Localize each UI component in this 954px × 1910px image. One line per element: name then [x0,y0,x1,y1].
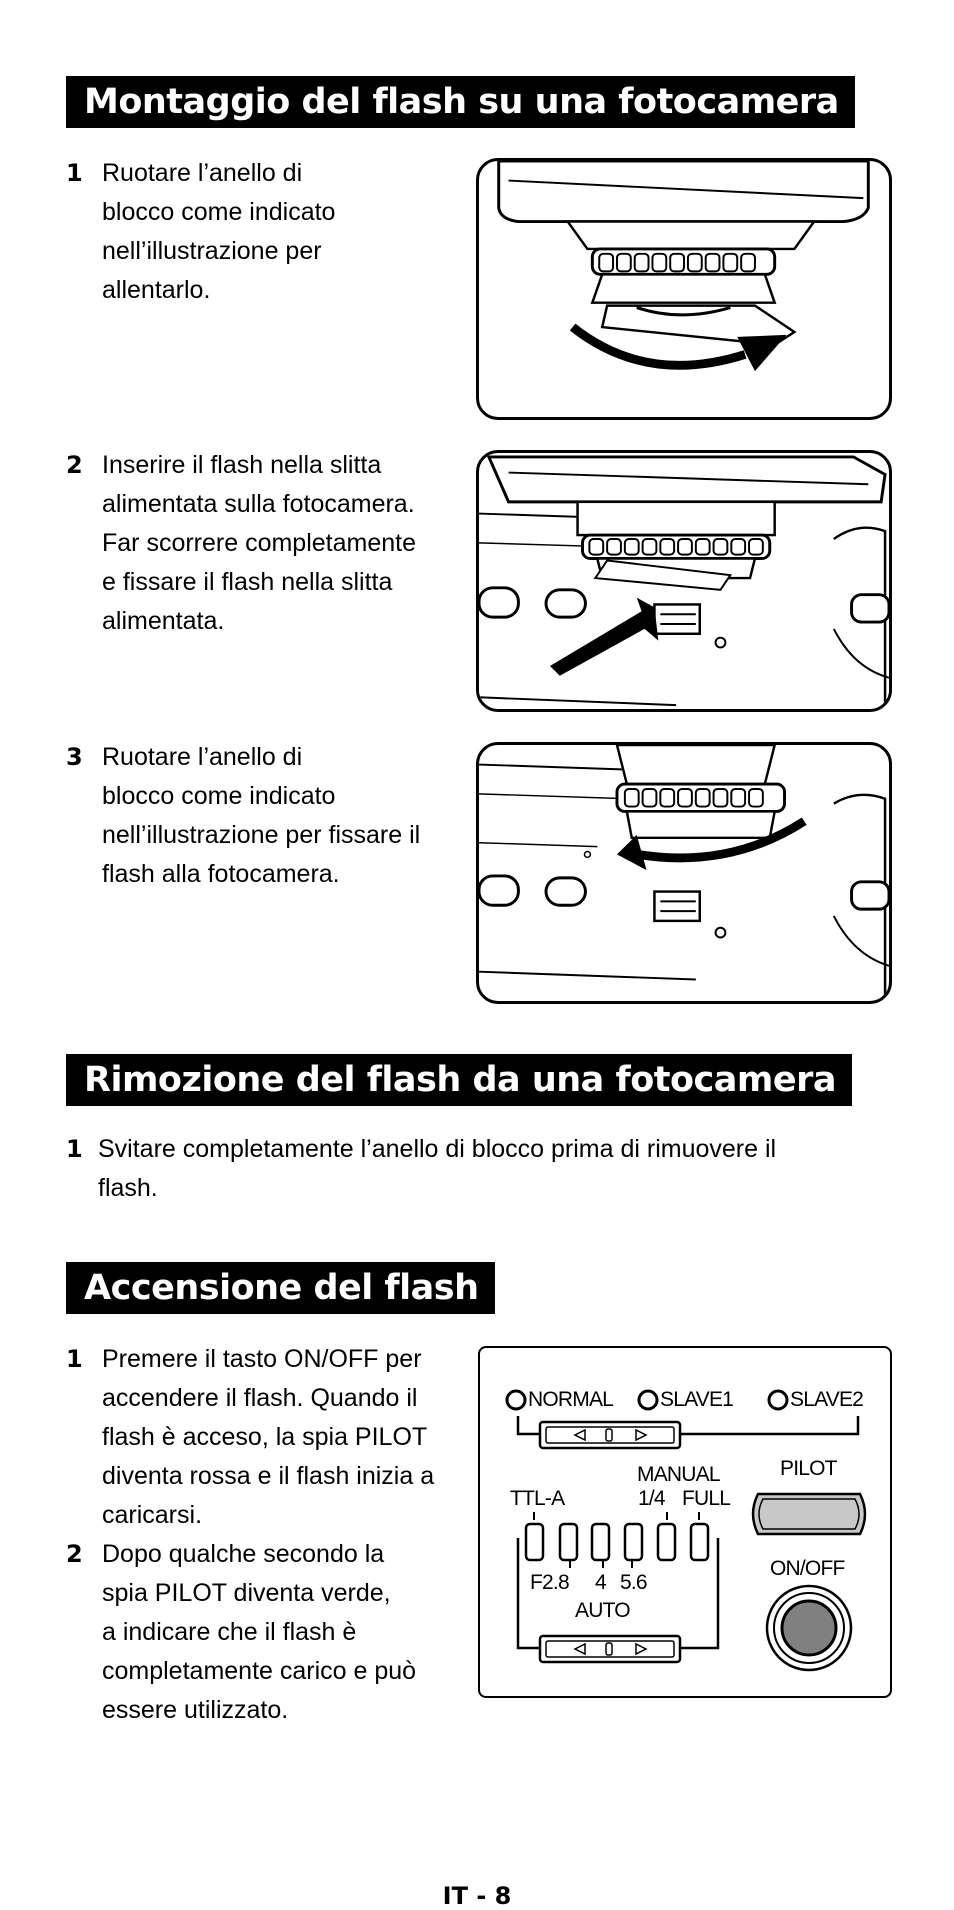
ttl-a-label: TTL-A [510,1487,565,1510]
aperture-56-label: 5.6 [620,1571,647,1594]
step-number: 1 [66,1345,83,1373]
step-number: 2 [66,451,83,479]
tighten-ring-illustration [476,742,892,1004]
step-number: 1 [66,1135,83,1163]
normal-indicator-icon [507,1391,525,1409]
mode-slider[interactable] [540,1422,680,1448]
section-heading-power-on: Accensione del flash [66,1262,495,1314]
aperture-4-label: 4 [595,1571,606,1594]
step-text: Ruotare l’anello di blocco come indicato nell’illustrazione per fissare il flash alla fotocamera. [102,743,421,888]
slave1-label: SLAVE1 [660,1388,734,1411]
step-text: Svitare completamente l’anello di blocco prima di rimuovere il flash. [98,1135,777,1202]
step-text: Dopo qualche secondo la spia PILOT diventa verde, a indicare che il flash è completamente carico e può essere utilizzato. [102,1540,417,1724]
on-off-label: ON/OFF [770,1557,845,1580]
on-off-button[interactable] [782,1601,836,1655]
section-heading-removal: Rimozione del flash da una fotocamera [66,1054,852,1106]
step-text: Premere il tasto ON/OFF per accendere il flash. Quando il flash è acceso, la spia PILOT diventa rossa e il flash inizia a caricarsi. [102,1345,435,1529]
slave2-label: SLAVE2 [790,1388,864,1411]
slave1-indicator-icon [639,1391,657,1409]
pilot-lamp[interactable] [753,1494,865,1534]
aperture-f28-label: F2.8 [530,1571,569,1594]
auto-label: AUTO [575,1599,630,1622]
normal-label: NORMAL [528,1388,614,1411]
full-power-label: FULL [682,1487,731,1510]
step-text: Ruotare l’anello di blocco come indicato nell’illustrazione per allentarlo. [102,159,336,304]
manual-label: MANUAL [637,1463,720,1486]
page-number: IT - 8 [442,1882,512,1910]
loosen-ring-illustration [476,158,892,420]
slave2-indicator-icon [769,1391,787,1409]
step-number: 1 [66,159,83,187]
insert-shoe-illustration [476,450,892,712]
section-heading-mounting: Montaggio del flash su una fotocamera [66,76,855,128]
step-text: Inserire il flash nella slitta alimentata sulla fotocamera. Far scorrere completamente e fissare il flash nella slitta alimentata. [102,451,417,635]
power-level-slider[interactable] [540,1636,680,1662]
step-number: 2 [66,1540,83,1568]
quarter-power-label: 1/4 [638,1487,665,1510]
flash-control-panel [478,1346,892,1698]
pilot-label: PILOT [780,1457,837,1480]
step-number: 3 [66,743,83,771]
